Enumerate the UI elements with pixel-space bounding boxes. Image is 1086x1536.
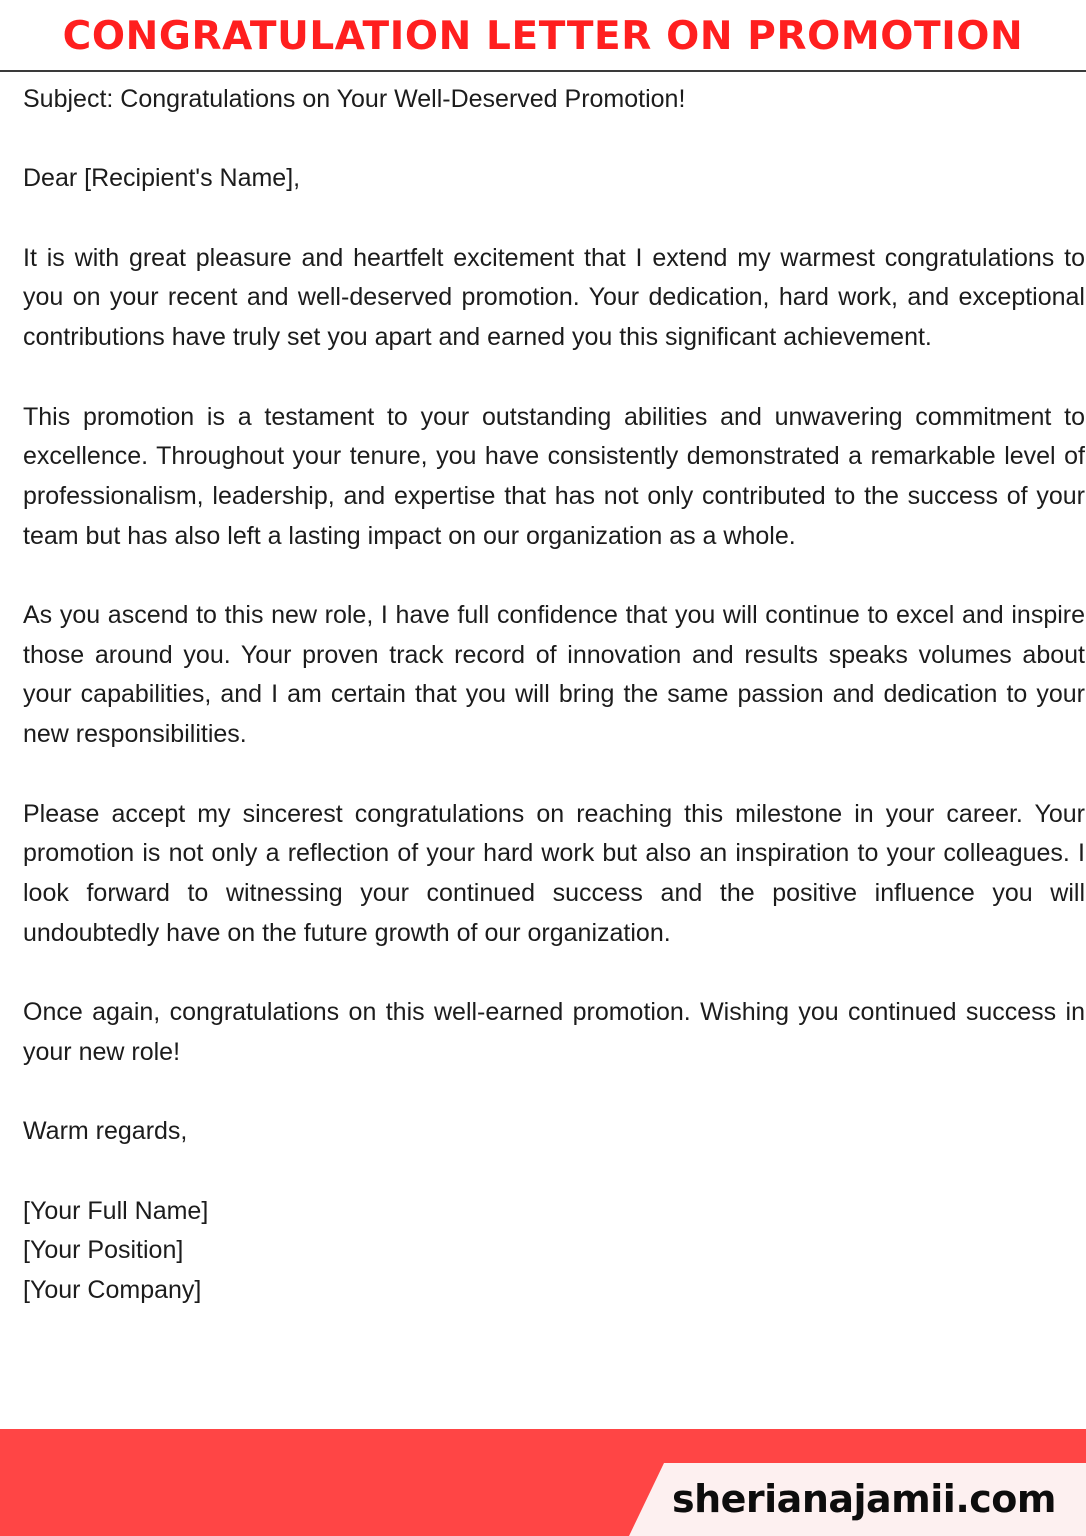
letter-paragraph-3: As you ascend to this new role, I have full confidence that you will continue to excel and inspire those around you. Your proven track record of innovation and results speaks volumes about your capabilities, and I am certain that you will bring the same passion and dedication to your new responsibilities. bbox=[23, 601, 1085, 749]
letter-body bbox=[23, 80, 1085, 1311]
website-watermark: sherianajamii.com bbox=[671, 1477, 1056, 1521]
signature-position: [Your Position] bbox=[23, 1236, 184, 1265]
header bbox=[0, 0, 1086, 72]
letter-paragraph-4: Please accept my sincerest congratulations on reaching this milestone in your career. Your promotion is not only a reflection of your hard work but also an inspiration to your colleagues. I look forward to witnessing your continued success and the positive influence you will undoubtedly have on the future growth of our organization. bbox=[23, 799, 1085, 947]
letter-salutation: Dear [Recipient's Name], bbox=[23, 164, 301, 193]
letter-paragraph-1: It is with great pleasure and heartfelt excitement that I extend my warmest congratulations to you on your recent and well-deserved promotion. Your dedication, hard work, and exceptional contributions have truly set you apart and earned you this significant achievement. bbox=[23, 243, 1085, 352]
header-divider bbox=[0, 70, 1086, 72]
page-title: CONGRATULATION LETTER ON PROMOTION bbox=[62, 14, 1024, 59]
signature-company: [Your Company] bbox=[23, 1275, 202, 1304]
signature-name: [Your Full Name] bbox=[23, 1196, 209, 1225]
letter-closing: Warm regards, bbox=[23, 1117, 188, 1146]
letter-subject: Subject: Congratulations on Your Well-Deserved Promotion! bbox=[23, 85, 686, 113]
letter-paragraph-2: This promotion is a testament to your outstanding abilities and unwavering commitment to excellence. Throughout your tenure, you have consistently demonstrated a remarkable level of professionalism, leadership, and expertise that has not only contributed to the success of your team but has also left a lasting impact on our organization as a whole. bbox=[23, 402, 1085, 550]
letter-paragraph-5: Once again, congratulations on this well-earned promotion. Wishing you continued success in your new role! bbox=[23, 998, 1085, 1066]
